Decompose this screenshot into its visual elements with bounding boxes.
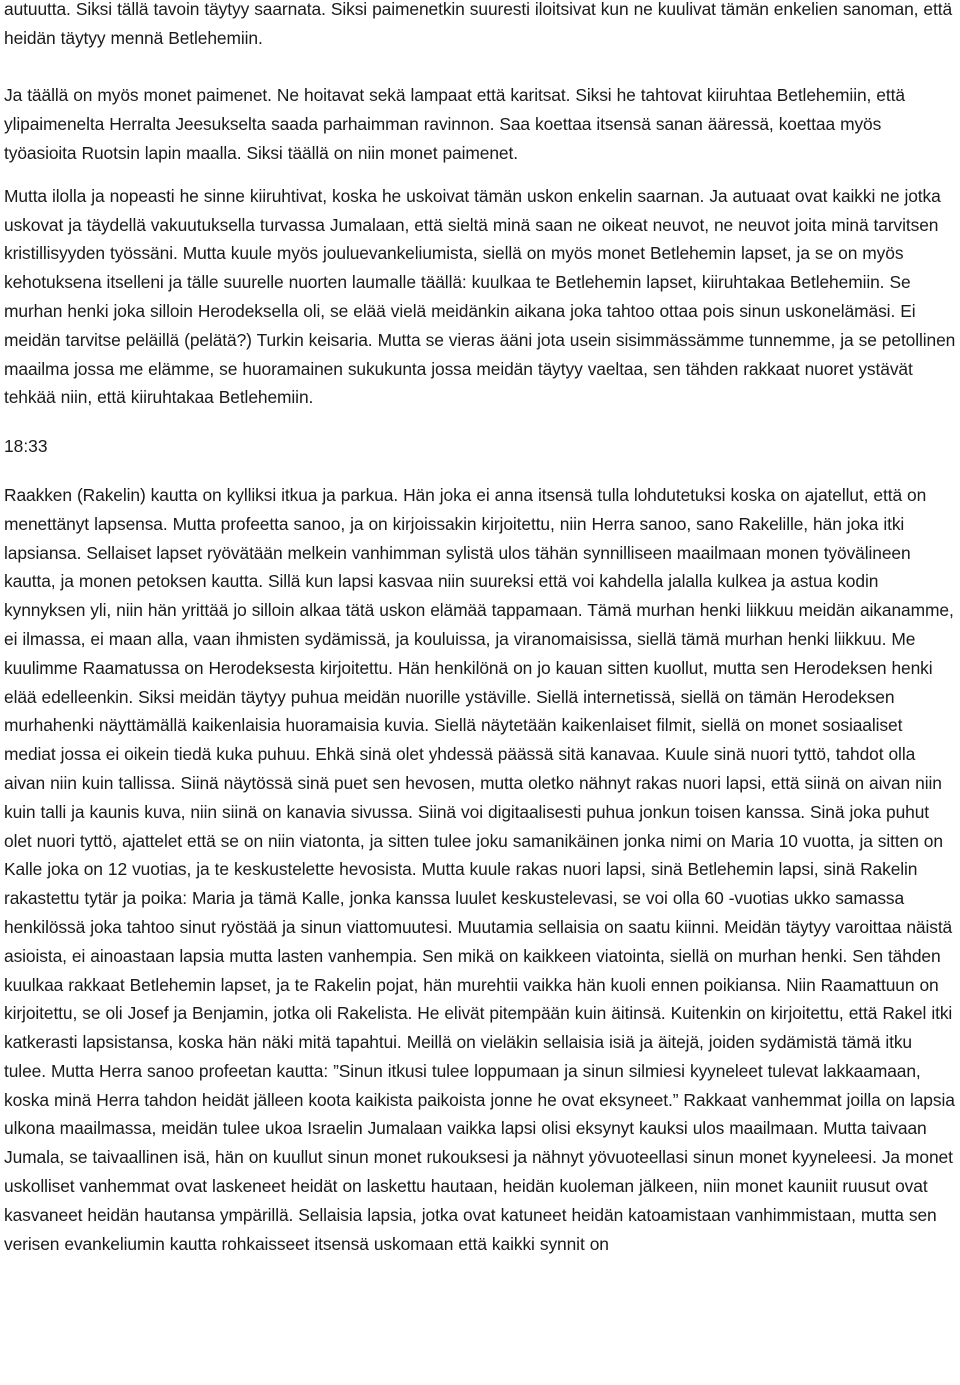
paragraph-4: Raakken (Rakelin) kautta on kylliksi itkua ja parkua. Hän joka ei anna itsensä tulla lohdutetuksi koska on ajatellut, että on menettänyt lapsensa. Mutta profeetta sanoo, ja on kirjoissakin kirjoitettu, niin Herra sanoo, sano Rakelille, hän joka itki lapsiansa. Sellaiset lapset ryövätään melkein vanhimman sylistä ulos tähän synnilliseen maailmaan monen työvälineen kautta, ja monen petoksen kautta. Sillä kun lapsi kasvaa niin suureksi että voi kahdella jalalla kulkea ja astua kodin kynnyksen yli, niin hän yrittää jo silloin alkaa tätä uskon elämää tappamaan. Tämä murhan henki liikkuu meidän aikanamme, ei ilmassa, ei maan alla, vaan ihmisten sydämissä, ja kouluissa, ja viranomaisissa, siellä tämä murhan henki liikkuu. Me kuulimme Raamatussa on Herodeksesta kirjoitettu. Hän henkilönä on jo kauan sitten kuollut, mutta sen Herodeksen henki elää edelleenkin. Siksi meidän täytyy puhua meidän nuorille ystäville. Siellä internetissä, siellä on tämän Herodeksen murhahenki näyttämällä kaikenlaisia huoramaisia kuvia. Siellä näytetään kaikenlaiset filmit, siellä on monet sosiaaliset mediat jossa ei oikein tiedä kuka puhuu. Ehkä sinä olet yhdessä päässä sitä kanavaa. Kuule sinä nuori tyttö, tahdot olla aivan niin kuin tallissa. Siinä näytössä sinä puet sen hevosen, mutta oletko nähnyt rakas nuori lapsi, että siinä on aivan niin kuin talli ja kaunis kuva, niin siinä on kanavia sivussa. Siinä voi digitaalisesti puhua jonkun toisen kanssa. Sinä joka puhut olet nuori tyttö, ajattelet että se on niin viatonta, ja sitten tulee joku samanikäinen jonka nimi on Maria 10 vuotta, ja sitten on Kalle joka on 12 vuotias, ja te keskustelette hevosista. Mutta kuule rakas nuori lapsi, sinä Betlehemin lapsi, sinä Rakelin rakastettu tytär ja poika: Maria ja tämä Kalle, jonka kanssa luulet keskustelevasi, se voi olla 60 -vuotias ukko samassa henkilössä joka tahtoo sinut ryöstää ja sinun viattomuutesi. Muutamia sellaisia on saatu kiinni. Meidän täytyy varoittaa näistä asioista, ei ainoastaan lapsia mutta lasten vanhempia. Sen mikä on kaikkeen viatointa, siellä on murhan henki. Sen tähden kuulkaa rakkaat Betlehemin lapset, ja te Rakelin pojat, hän murehtii vaikka hän kuoli ennen poikiansa. Niin Raamattuun on kirjoitettu, se oli Josef ja Benjamin, jotka oli Rakelista. He elivät pitempään kuin äitinsä. Kuitenkin on kirjoitettu, että Rakel itki katkerasti lapsistansa, koska hän näki mitä tapahtui. Meillä on vieläkin sellaisia isiä ja äitejä, joiden sydämistä tämä itku tulee. Mutta Herra sanoo profeetan kautta: ”Sinun itkusi tulee loppumaan ja sinun silmiesi kyyneleet tulevat lakkaamaan, koska minä Herra tahdon heidät jälleen koota kaikista paikoista jonne he ovat eksyneet.” Rakkaat vanhemmat joilla on lapsia ulkona maailmassa, meidän tulee ukoa Israelin Jumalaan vaikka lapsi olisi eksynyt kauksi ulos maailmaan. Mutta taivaan Jumala, se taivaallinen isä, hän on kuullut sinun monet rukouksesi ja nähnyt yövuoteellasi sinun monet kyyneleesi. Ja monet uskolliset vanhemmat ovat laskeneet heidät on laskettu hautaan, heidän kuoleman jälkeen, niin monet kauniit ruusut ovat kasvaneet heidän hautansa ympärillä. Sellaisia lapsia, jotka ovat katuneet heidän katoamistaan vanhimmistaan, mutta sen verisen evankeliumin kautta rohkaisseet itsensä uskomaan että kaikki synnit on xyxy=(4,484,955,1254)
section-timestamp: 18:33 xyxy=(4,436,48,457)
paragraph-1: autuutta. Siksi tällä tavoin täytyy saarnata. Siksi paimenetkin suuresti iloitsivat kun ne kuulivat tämän enkelien sanoman, että heidän täytyy mennä Betlehemiin. xyxy=(4,0,953,48)
paragraph-spacer xyxy=(4,53,956,82)
paragraph-spacer xyxy=(4,461,956,481)
paragraph-2: Ja täällä on myös monet paimenet. Ne hoitavat sekä lampaat että karitsat. Siksi he tahtovat kiiruhtaa Betlehemiin, että ylipaimenelta Herralta Jeesukselta saada parhaimman ravinnon. Saa koettaa itsensä sanan ääressä, koettaa myös työasioita Ruotsin lapin maalla. Siksi täällä on niin monet paimenet. xyxy=(4,85,905,163)
paragraph-3: Mutta ilolla ja nopeasti he sinne kiiruhtivat, koska he uskoivat tämän uskon enkelin saarnan. Ja autuaat ovat kaikki ne jotka uskovat ja täydellä vakuutuksella turvassa Jumalaan, että sieltä minä saan ne oikeat neuvot, ne neuvot joita minä tarvitsen kristillisyyden työssäni. Mutta kuule myös jouluevankeliumista, siellä on myös monet Betlehemin lapset, ja se on myös kehotuksena itselleni ja tälle suurelle nuorten laumalle täällä: kuulkaa te Betlehemin lapset, kiiruhtakaa Betlehemiin. Se murhan henki joka silloin Herodeksella oli, se elää vielä meidänkin aikana joka tahtoo ottaa pois sinun uskonelämäsi. Ei meidän tarvitse peläillä (pelätä?) Turkin keisaria. Mutta se vieras ääni jota usein sisimmässämme tunnemme, ja se petollinen maailma jossa me elämme, se huoramainen sukukunta jossa meidän täytyy vaeltaa, sen tähden rakkaat nuoret ystävät tehkää niin, että kiiruhtakaa Betlehemiin. xyxy=(4,185,956,408)
paragraph-spacer xyxy=(4,168,956,182)
paragraph-spacer xyxy=(4,412,956,432)
